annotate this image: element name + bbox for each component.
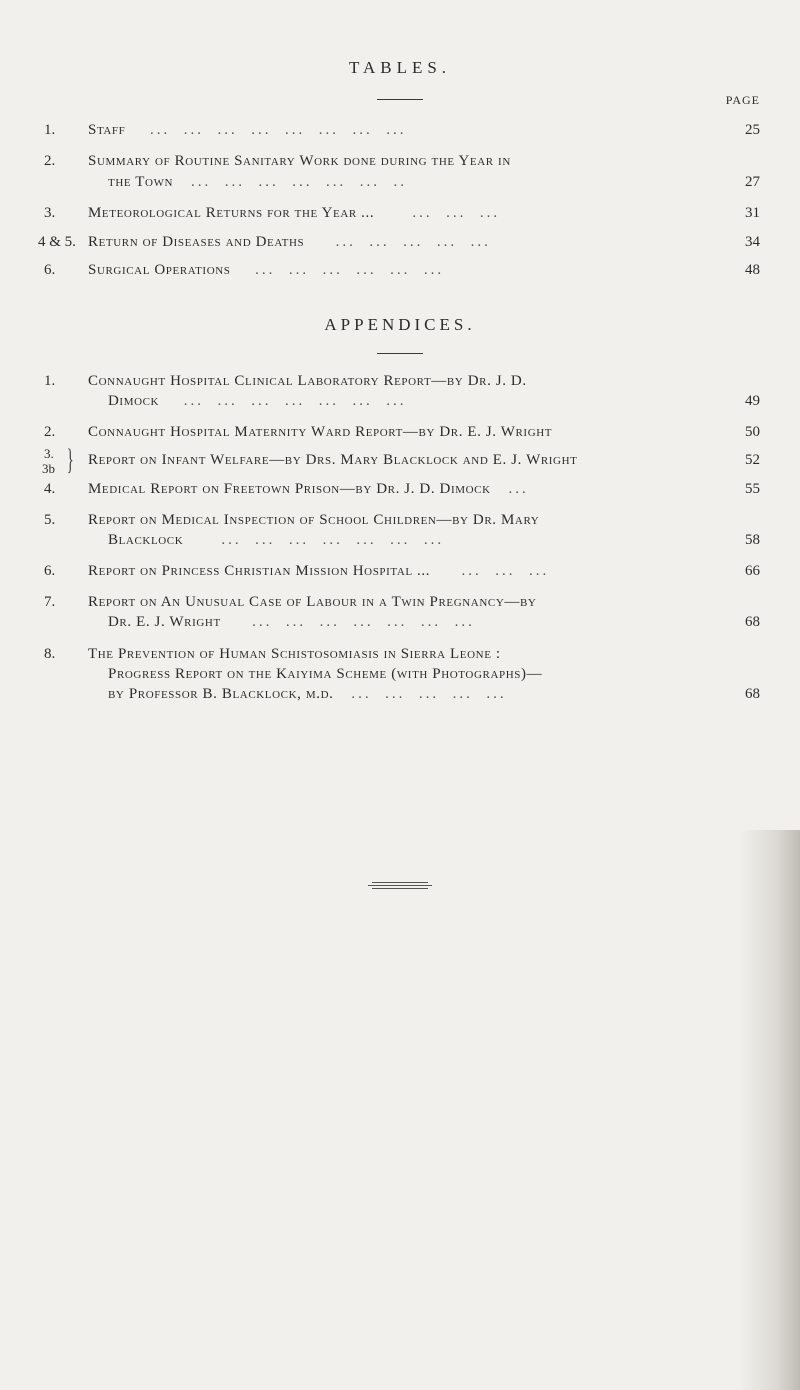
entry-title-line: The Prevention of Human Schistosomiasis in Sierra Leone : [88, 646, 501, 662]
entry-page: 34 [745, 234, 760, 250]
entry-number: 6. [44, 563, 56, 579]
entry-title-line: Connaught Hospital Clinical Laboratory Report—by Dr. J. D. [88, 373, 527, 389]
page-column-label: PAGE [725, 93, 760, 107]
entry-number: 2. [44, 153, 56, 169]
entry-number: 3. [44, 205, 56, 221]
tables-heading-rule [377, 99, 423, 100]
entry-number: 1. [44, 122, 56, 138]
entry-title: Connaught Hospital Maternity Ward Report—by Dr. E. J. Wright [88, 424, 553, 440]
entry-title-line: by Professor B. Blacklock, m.d. ... ... ... ... ... [108, 686, 507, 702]
entry-title-line: Report on An Unusual Case of Labour in a Twin Pregnancy—by [88, 594, 537, 610]
entry-page: 58 [745, 532, 760, 548]
entry-page: 49 [745, 393, 760, 409]
entry-page: 68 [745, 686, 760, 702]
entry-number: 7. [44, 594, 56, 610]
entry-page: 68 [745, 614, 760, 630]
entry-number: 4. [44, 481, 56, 497]
entry-page: 66 [745, 563, 760, 579]
entry-title: Meteorological Returns for the Year ... ... ... ... [88, 205, 501, 221]
appendices-heading-rule [377, 353, 423, 354]
entry-number: 6. [44, 262, 56, 278]
entry-page: 55 [745, 481, 760, 497]
entry-number: 8. [44, 646, 56, 662]
divider-line [372, 888, 428, 889]
entry-title-line: Dimock ... ... ... ... ... ... ... [108, 393, 407, 409]
entry-title: Staff ... ... ... ... ... ... ... ... [88, 122, 407, 138]
entry-title: Surgical Operations ... ... ... ... ... ... [88, 262, 445, 278]
appendices-heading: APPENDICES. [324, 315, 476, 334]
entry-number: 2. [44, 424, 56, 440]
page-edge-shadow [740, 830, 800, 1390]
entry-page: 31 [745, 205, 760, 221]
entry-page: 50 [745, 424, 760, 440]
divider-line [368, 885, 432, 886]
entry-title: Medical Report on Freetown Prison—by Dr. J. D. Dimock ... [88, 481, 529, 497]
entry-title-line: Dr. E. J. Wright ... ... ... ... ... ... ... [108, 614, 475, 630]
entry-title-line: Report on Medical Inspection of School Children—by Dr. Mary [88, 512, 540, 528]
entry-page: 27 [745, 174, 760, 190]
entry-title: Report on Princess Christian Mission Hospital ... ... ... ... [88, 563, 550, 579]
entry-number: 1. [44, 373, 56, 389]
entry-title: Return of Diseases and Deaths ... ... ... ... ... [88, 234, 491, 250]
entry-title-line: Progress Report on the Kaiyima Scheme (with Photographs)— [108, 666, 543, 682]
entry-number: 5. [44, 512, 56, 528]
entry-page: 52 [745, 452, 760, 468]
divider-line [372, 882, 428, 883]
tables-heading: TABLES. [348, 58, 452, 77]
brace-icon: } [66, 443, 74, 476]
entry-number: 3. [44, 446, 54, 461]
entry-number-b: 3b [42, 461, 55, 476]
entry-title-line: the Town ... ... ... ... ... ... .. [108, 174, 407, 190]
entry-number: 4 & 5. [38, 234, 76, 250]
entry-title: Report on Infant Welfare—by Drs. Mary Blacklock and E. J. Wright [88, 452, 578, 468]
entry-title-line: Summary of Routine Sanitary Work done during the Year in [88, 153, 511, 169]
entry-page: 48 [745, 262, 760, 278]
entry-page: 25 [745, 122, 760, 138]
entry-title-line: Blacklock ... ... ... ... ... ... ... [108, 532, 445, 548]
